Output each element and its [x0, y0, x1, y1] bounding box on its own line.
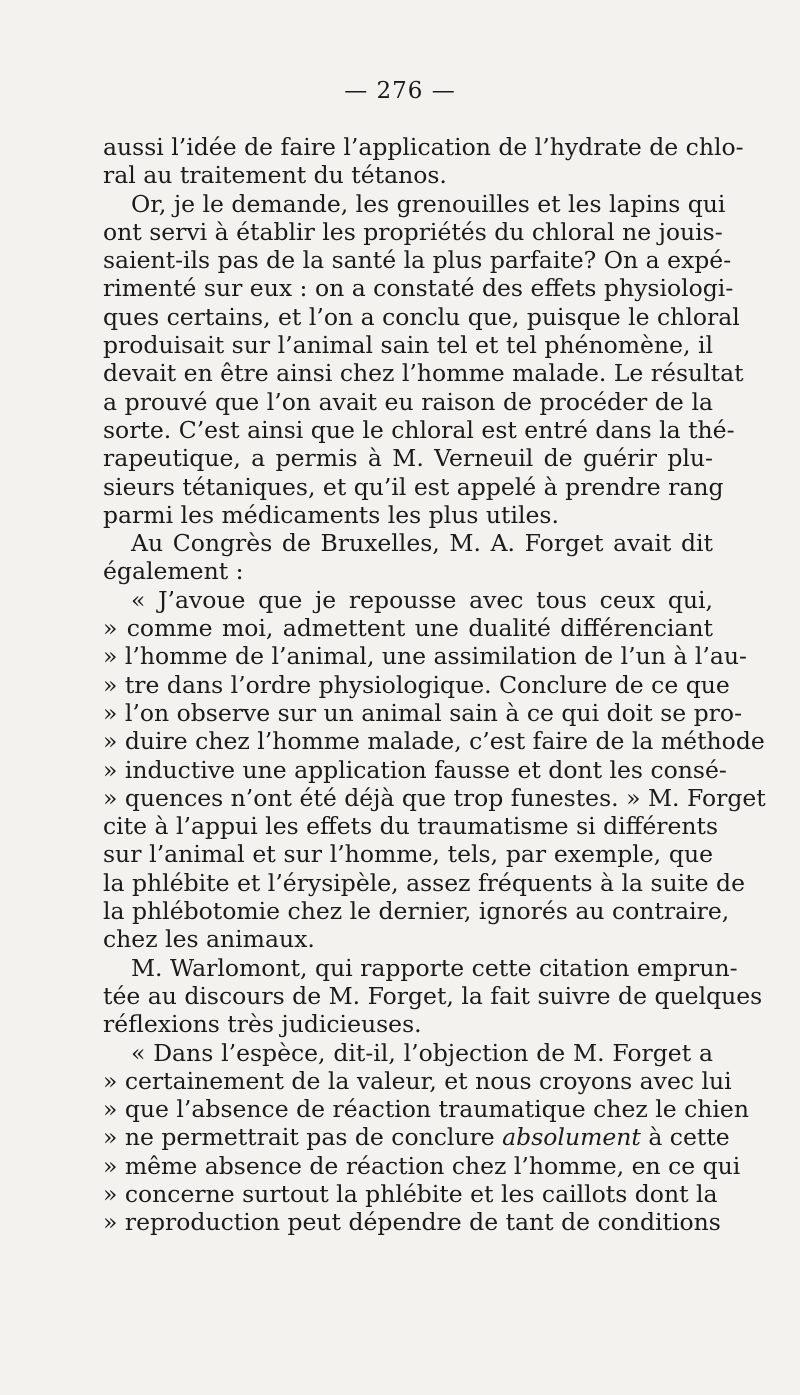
text-line: devait en être ainsi chez l’homme malade. Le résultat [103, 359, 744, 388]
text-line: M. Warlomont, qui rapporte cette citation emprun- [131, 953, 738, 982]
text-line: Au Congrès de Bruxelles, M. A. Forget avait dit [131, 529, 713, 558]
paragraph [103, 189, 744, 530]
text-line: la phlébite et l’érysipèle, assez fréquents à la suite de [103, 868, 745, 897]
text-line: a prouvé que l’on avait eu raison de procéder de la [103, 387, 713, 416]
text-line: rapeutique, a permis à M. Verneuil de guérir plu- [103, 444, 713, 473]
text-line: » comme moi, admettent une dualité différenciant [103, 614, 713, 643]
text-line: » même absence de réaction chez l’homme, en ce qui [103, 1151, 741, 1180]
text-line: sur l’animal et sur l’homme, tels, par exemple, que [103, 840, 713, 869]
paragraph [103, 133, 744, 190]
page-number: — 276 — [344, 78, 456, 104]
text-line: » inductive une application fausse et dont les consé- [103, 755, 727, 784]
text-line: produisait sur l’animal sain tel et tel phénomène, il [103, 331, 713, 360]
text-line: la phlébotomie chez le dernier, ignorés au contraire, [103, 897, 730, 926]
text-line: sieurs tétaniques, et qu’il est appelé à prendre rang [103, 472, 724, 501]
text-line: cite à l’appui les effets du traumatisme si différents [103, 812, 719, 841]
text-line: ques certains, et l’on a conclu que, puisque le chloral [103, 302, 740, 331]
text-line: sorte. C’est ainsi que le chloral est entré dans la thé- [103, 415, 735, 444]
paragraph [103, 585, 766, 954]
text-line: » l’on observe sur un animal sain à ce qui doit se pro- [103, 698, 743, 727]
text-line: « Dans l’espèce, dit-il, l’objection de M. Forget a [131, 1038, 713, 1067]
text-line: Or, je le demande, les grenouilles et les lapins qui [131, 189, 726, 218]
text-line: chez les animaux. [103, 925, 315, 954]
text-line: ral au traitement du tétanos. [103, 161, 447, 190]
text-line: aussi l’idée de faire l’application de l’hydrate de chlo- [103, 133, 744, 161]
text-line: rimenté sur eux : on a constaté des effets physiologi- [103, 274, 734, 303]
text-line: ont servi à établir les propriétés du chloral ne jouis- [103, 217, 723, 246]
text-line: » concerne surtout la phlébite et les caillots dont la [103, 1179, 718, 1208]
text-line: tée au discours de M. Forget, la fait suivre de quelques [103, 981, 763, 1010]
paragraph [103, 953, 763, 1039]
paragraph [103, 529, 713, 586]
text-line: réflexions très judicieuses. [103, 1010, 422, 1039]
text-line: » ne permettrait pas de conclure absolument à cette [103, 1123, 730, 1152]
text-line: » reproduction peut dépendre de tant de conditions [103, 1208, 721, 1237]
text-line: parmi les médicaments les plus utiles. [103, 500, 559, 529]
text-line: « J’avoue que je repousse avec tous ceux qui, [131, 585, 713, 614]
text-line: saient-ils pas de la santé la plus parfaite? On a expé- [103, 246, 732, 275]
paragraph [103, 1038, 749, 1237]
text-line: également : [103, 557, 244, 586]
text-line: » duire chez l’homme malade, c’est faire de la méthode [103, 727, 765, 756]
text-line: » certainement de la valeur, et nous croyons avec lui [103, 1066, 732, 1095]
text-line: » que l’absence de réaction traumatique chez le chien [103, 1095, 749, 1124]
text-line: » tre dans l’ordre physiologique. Conclure de ce que [103, 670, 730, 699]
text-line: » quences n’ont été déjà que trop funestes. » M. Forget [103, 783, 766, 812]
text-line: » l’homme de l’animal, une assimilation de l’un à l’au- [103, 642, 747, 671]
body-text [103, 133, 766, 1237]
